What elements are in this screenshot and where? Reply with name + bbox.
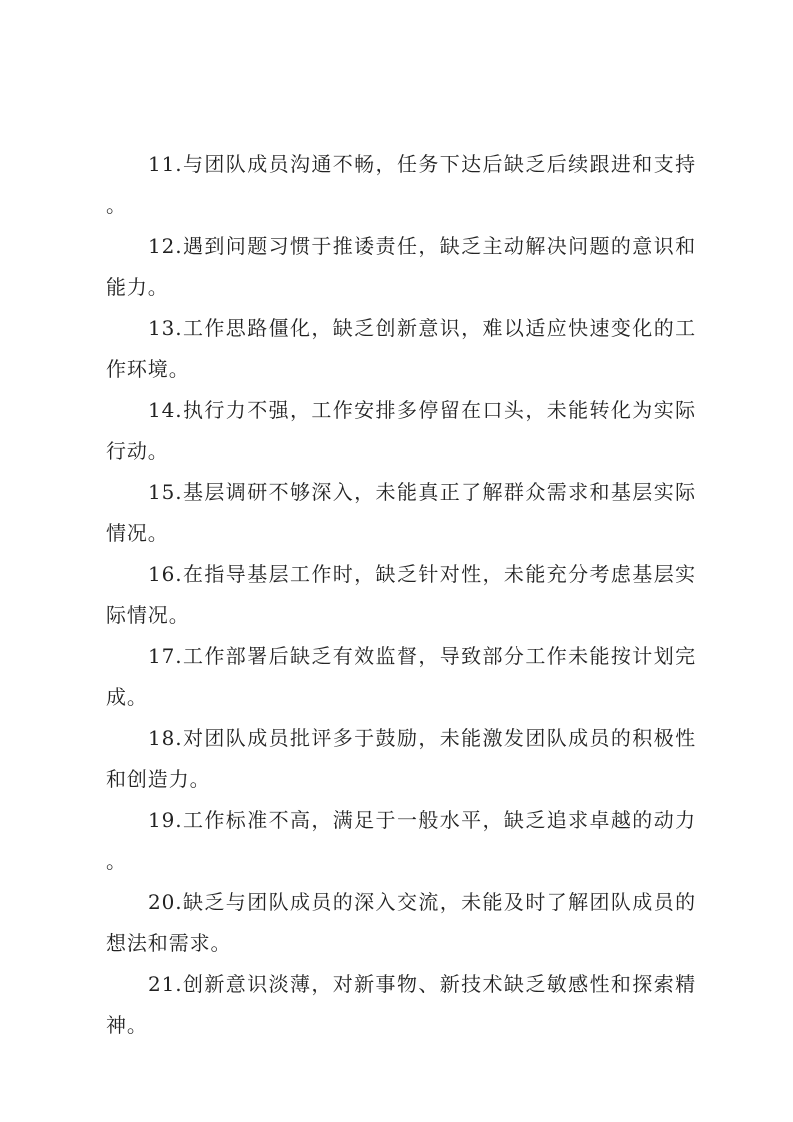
list-item-17: 17.工作部署后缺乏有效监督，导致部分工作未能按计划完成。 (106, 644, 696, 709)
list-item-12: 12.遇到问题习惯于推诿责任，缺乏主动解决问题的意识和能力。 (106, 234, 696, 299)
list-item-21: 21.创新意识淡薄，对新事物、新技术缺乏敏感性和探索精神。 (106, 972, 696, 1037)
list-item-19: 19.工作标准不高，满足于一般水平，缺乏追求卓越的动力。 (106, 808, 696, 873)
list-item-13: 13.工作思路僵化，缺乏创新意识，难以适应快速变化的工作环境。 (106, 316, 696, 381)
list-item-18: 18.对团队成员批评多于鼓励，未能激发团队成员的积极性和创造力。 (106, 726, 696, 791)
list-item-15: 15.基层调研不够深入，未能真正了解群众需求和基层实际情况。 (106, 480, 696, 545)
list-item-11: 11.与团队成员沟通不畅，任务下达后缺乏后续跟进和支持。 (106, 152, 696, 217)
list-item-16: 16.在指导基层工作时，缺乏针对性，未能充分考虑基层实际情况。 (106, 562, 696, 627)
list-item-14: 14.执行力不强，工作安排多停留在口头，未能转化为实际行动。 (106, 398, 696, 463)
document-body (106, 144, 696, 1046)
list-item-20: 20.缺乏与团队成员的深入交流，未能及时了解团队成员的想法和需求。 (106, 890, 696, 955)
